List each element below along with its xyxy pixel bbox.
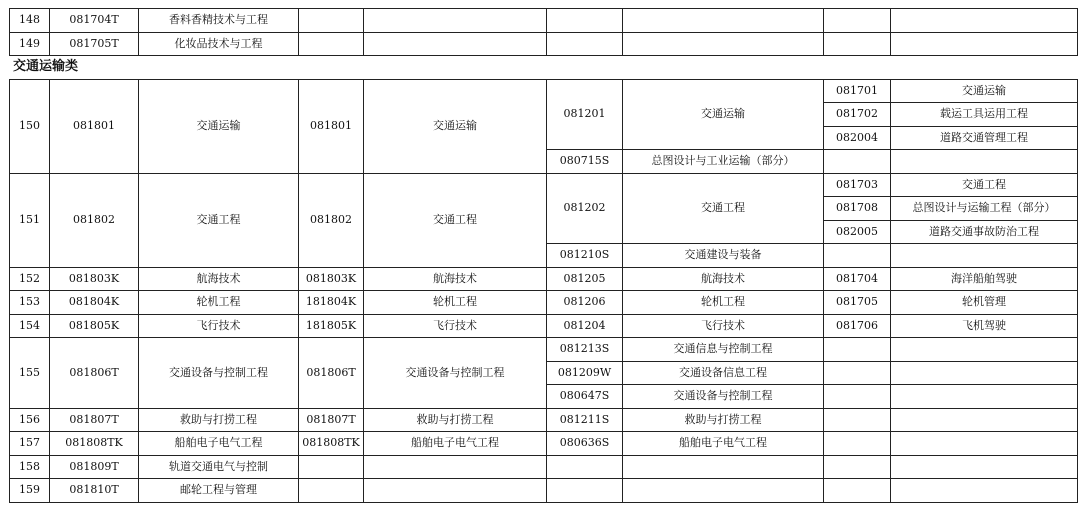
major-code-1998: 081205 xyxy=(547,267,623,291)
major-code: 081704T xyxy=(50,9,139,33)
empty-cell xyxy=(364,32,547,56)
empty-cell xyxy=(299,9,364,33)
major-name: 轨道交通电气与控制 xyxy=(139,455,299,479)
table-row xyxy=(10,79,1078,103)
major-code-1998: 081211S xyxy=(547,408,623,432)
empty-cell xyxy=(547,9,623,33)
major-code-2012: 081806T xyxy=(299,338,364,409)
major-code-1998: 081204 xyxy=(547,314,623,338)
empty-cell xyxy=(547,479,623,503)
empty-cell xyxy=(623,32,824,56)
table-row xyxy=(10,173,1078,197)
row-number: 154 xyxy=(10,314,50,338)
major-catalog-table xyxy=(9,8,1078,503)
empty-cell xyxy=(824,432,891,456)
empty-cell xyxy=(891,32,1078,56)
major-code-2012: 181805K xyxy=(299,314,364,338)
empty-cell xyxy=(299,32,364,56)
major-code-2012: 181804K xyxy=(299,291,364,315)
row-number: 155 xyxy=(10,338,50,409)
table-row xyxy=(10,432,1078,456)
major-name-1998: 交通运输 xyxy=(623,79,824,150)
row-number: 149 xyxy=(10,32,50,56)
major-code-1993: 081701 xyxy=(824,79,891,103)
major-code-2012: 081802 xyxy=(299,173,364,267)
empty-cell xyxy=(824,32,891,56)
major-name-1998: 交通信息与控制工程 xyxy=(623,338,824,362)
empty-cell xyxy=(364,479,547,503)
major-name: 航海技术 xyxy=(139,267,299,291)
major-name: 交通运输 xyxy=(139,79,299,173)
major-code-1993: 081704 xyxy=(824,267,891,291)
table-row xyxy=(10,9,1078,33)
major-name-1998: 交通设备信息工程 xyxy=(623,361,824,385)
major-name-2012: 航海技术 xyxy=(364,267,547,291)
row-number: 148 xyxy=(10,9,50,33)
major-code: 081802 xyxy=(50,173,139,267)
major-name-2012: 救助与打捞工程 xyxy=(364,408,547,432)
row-number: 159 xyxy=(10,479,50,503)
table-row xyxy=(10,338,1078,362)
major-code: 081809T xyxy=(50,455,139,479)
major-code: 081801 xyxy=(50,79,139,173)
major-name-1993: 轮机管理 xyxy=(891,291,1078,315)
major-name-1993: 飞机驾驶 xyxy=(891,314,1078,338)
major-name: 飞行技术 xyxy=(139,314,299,338)
major-name-1993: 海洋船舶驾驶 xyxy=(891,267,1078,291)
major-name-2012: 交通工程 xyxy=(364,173,547,267)
empty-cell xyxy=(824,408,891,432)
table-row xyxy=(10,455,1078,479)
empty-cell xyxy=(824,9,891,33)
empty-cell xyxy=(891,455,1078,479)
major-name-1998: 总图设计与工业运输（部分） xyxy=(623,150,824,174)
section-row xyxy=(10,56,1078,80)
major-code-1993: 082005 xyxy=(824,220,891,244)
empty-cell xyxy=(824,244,891,268)
empty-cell xyxy=(364,455,547,479)
major-code: 081705T xyxy=(50,32,139,56)
major-code-1993: 081702 xyxy=(824,103,891,127)
section-title: 交通运输类 xyxy=(10,56,1078,80)
row-number: 151 xyxy=(10,173,50,267)
major-code-2012: 081801 xyxy=(299,79,364,173)
major-name: 化妆品技术与工程 xyxy=(139,32,299,56)
empty-cell xyxy=(891,150,1078,174)
empty-cell xyxy=(824,338,891,362)
empty-cell xyxy=(891,338,1078,362)
major-name-1993: 道路交通事故防治工程 xyxy=(891,220,1078,244)
major-name-1998: 船舶电子电气工程 xyxy=(623,432,824,456)
empty-cell xyxy=(824,361,891,385)
major-name-1998: 轮机工程 xyxy=(623,291,824,315)
major-code: 081805K xyxy=(50,314,139,338)
major-code: 081803K xyxy=(50,267,139,291)
major-code-1998: 081206 xyxy=(547,291,623,315)
row-number: 158 xyxy=(10,455,50,479)
empty-cell xyxy=(824,385,891,409)
major-name-2012: 船舶电子电气工程 xyxy=(364,432,547,456)
major-name-1993: 交通工程 xyxy=(891,173,1078,197)
major-code-1998: 080647S xyxy=(547,385,623,409)
empty-cell xyxy=(891,432,1078,456)
row-number: 153 xyxy=(10,291,50,315)
table-row xyxy=(10,32,1078,56)
major-name-2012: 交通运输 xyxy=(364,79,547,173)
row-number: 156 xyxy=(10,408,50,432)
row-number: 152 xyxy=(10,267,50,291)
empty-cell xyxy=(623,455,824,479)
major-code: 081807T xyxy=(50,408,139,432)
row-number: 157 xyxy=(10,432,50,456)
major-code-2012: 081808TK xyxy=(299,432,364,456)
empty-cell xyxy=(891,408,1078,432)
major-name: 轮机工程 xyxy=(139,291,299,315)
major-code-1998: 080715S xyxy=(547,150,623,174)
major-name: 救助与打捞工程 xyxy=(139,408,299,432)
empty-cell xyxy=(547,455,623,479)
empty-cell xyxy=(891,361,1078,385)
major-code: 081810T xyxy=(50,479,139,503)
major-code-1998: 081210S xyxy=(547,244,623,268)
major-code-1998: 080636S xyxy=(547,432,623,456)
major-code-1993: 081708 xyxy=(824,197,891,221)
major-code-1998: 081202 xyxy=(547,173,623,244)
empty-cell xyxy=(547,32,623,56)
empty-cell xyxy=(299,479,364,503)
major-code-2012: 081803K xyxy=(299,267,364,291)
major-name-1998: 交通建设与装备 xyxy=(623,244,824,268)
major-name-2012: 交通设备与控制工程 xyxy=(364,338,547,409)
major-name: 邮轮工程与管理 xyxy=(139,479,299,503)
major-name-1993: 道路交通管理工程 xyxy=(891,126,1078,150)
empty-cell xyxy=(623,479,824,503)
major-code-1993: 081706 xyxy=(824,314,891,338)
empty-cell xyxy=(891,479,1078,503)
major-name: 船舶电子电气工程 xyxy=(139,432,299,456)
empty-cell xyxy=(824,455,891,479)
major-name-1998: 救助与打捞工程 xyxy=(623,408,824,432)
empty-cell xyxy=(299,455,364,479)
empty-cell xyxy=(824,479,891,503)
major-code-1993: 081703 xyxy=(824,173,891,197)
empty-cell xyxy=(824,150,891,174)
major-name-1998: 交通工程 xyxy=(623,173,824,244)
major-name-2012: 轮机工程 xyxy=(364,291,547,315)
major-code-1993: 081705 xyxy=(824,291,891,315)
empty-cell xyxy=(891,244,1078,268)
major-name: 香料香精技术与工程 xyxy=(139,9,299,33)
row-number: 150 xyxy=(10,79,50,173)
major-name: 交通工程 xyxy=(139,173,299,267)
major-code-1998: 081213S xyxy=(547,338,623,362)
empty-cell xyxy=(891,385,1078,409)
table-row xyxy=(10,267,1078,291)
major-code: 081808TK xyxy=(50,432,139,456)
major-catalog-table-container xyxy=(9,8,1077,503)
major-code-1993: 082004 xyxy=(824,126,891,150)
major-code-1998: 081209W xyxy=(547,361,623,385)
major-name-1998: 交通设备与控制工程 xyxy=(623,385,824,409)
empty-cell xyxy=(891,9,1078,33)
major-code: 081806T xyxy=(50,338,139,409)
major-code-1998: 081201 xyxy=(547,79,623,150)
major-code: 081804K xyxy=(50,291,139,315)
table-row xyxy=(10,314,1078,338)
major-code-2012: 081807T xyxy=(299,408,364,432)
major-name: 交通设备与控制工程 xyxy=(139,338,299,409)
major-name-1993: 载运工具运用工程 xyxy=(891,103,1078,127)
table-row xyxy=(10,291,1078,315)
major-name-1993: 交通运输 xyxy=(891,79,1078,103)
table-row xyxy=(10,408,1078,432)
major-name-2012: 飞行技术 xyxy=(364,314,547,338)
empty-cell xyxy=(364,9,547,33)
major-name-1993: 总图设计与运输工程（部分） xyxy=(891,197,1078,221)
empty-cell xyxy=(623,9,824,33)
table-row xyxy=(10,479,1078,503)
major-name-1998: 航海技术 xyxy=(623,267,824,291)
major-name-1998: 飞行技术 xyxy=(623,314,824,338)
